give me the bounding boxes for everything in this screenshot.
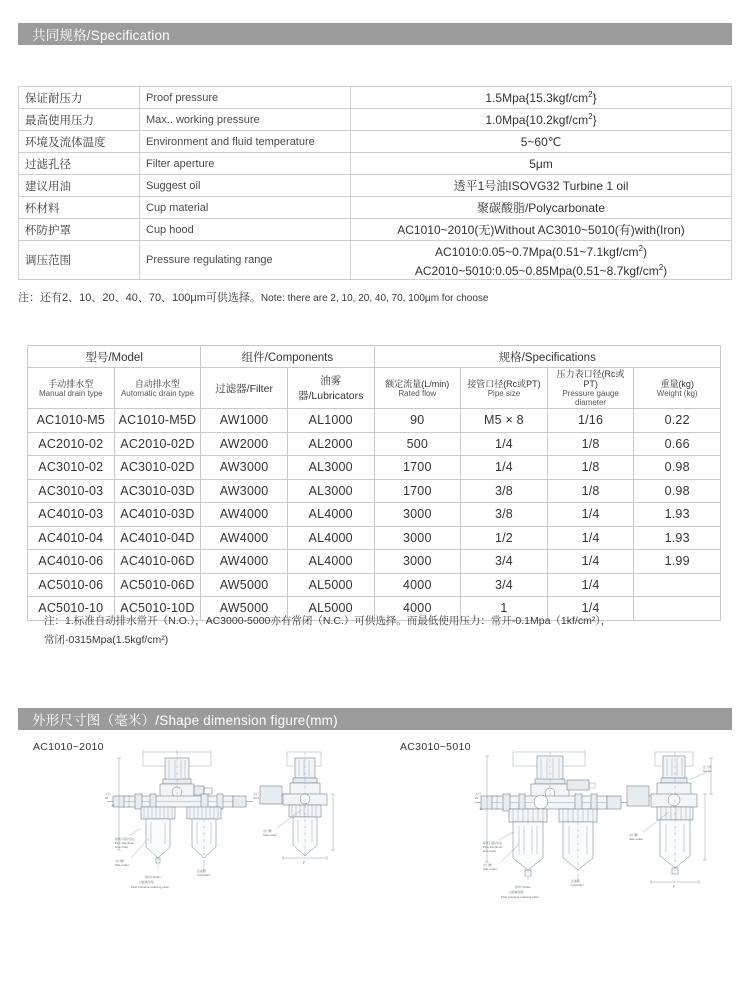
cell-manual-model: AC1010-M5 <box>28 409 115 433</box>
svg-text:Lubricator: Lubricator <box>197 873 210 877</box>
cell-pipe-size: 3/8 <box>461 503 548 527</box>
spec-label-en: Suggest oil <box>140 175 351 197</box>
svg-text:出口侧: 出口侧 <box>263 829 272 833</box>
spec-value: 透平1号油ISOVG32 Turbine 1 oil <box>351 175 732 197</box>
cell-rated-flow: 3000 <box>374 503 461 527</box>
svg-text:注油器: 注油器 <box>571 879 580 883</box>
cell-gauge-diameter: 1/4 <box>547 550 634 574</box>
cell-pipe-size: 1 <box>461 597 548 621</box>
svg-text:排水口Drain: 排水口Drain <box>515 885 531 889</box>
header-weight-en: Weight (kg) <box>656 388 698 398</box>
table-row <box>19 153 732 175</box>
svg-text:入口: 入口 <box>475 792 481 796</box>
filter-aperture-note <box>18 290 489 307</box>
table-row <box>28 409 721 433</box>
note-en: Note: there are 2, 10, 20, 40, 70, 100μm for choose <box>260 293 489 304</box>
header-weight <box>634 368 721 409</box>
spec-value: 聚碳酸脂/Polycarbonate <box>351 197 732 219</box>
svg-text:Lubricator: Lubricator <box>571 883 584 887</box>
dimension-drawing-ac1010-2010 <box>105 750 355 915</box>
table-row <box>19 219 732 241</box>
cell-lubricator: AL3000 <box>287 456 374 480</box>
table-row <box>28 479 721 503</box>
svg-text:bore hole): bore hole) <box>483 849 497 853</box>
table-row <box>19 109 732 131</box>
spec-value: 5μm <box>351 153 732 175</box>
svg-text:OUT: OUT <box>253 796 260 800</box>
spec-label-en: Proof pressure <box>140 87 351 109</box>
svg-text:IN: IN <box>475 796 478 800</box>
table-row <box>28 432 721 456</box>
model-specification-table <box>27 345 721 621</box>
cell-rated-flow: 1700 <box>374 479 461 503</box>
header-rated-flow-cn: 额定流量(L/min) <box>385 378 450 389</box>
figure-label-ac3010-5010: AC3010~5010 <box>400 741 471 753</box>
svg-text:F: F <box>303 861 306 865</box>
cell-manual-model: AC5010-10 <box>28 597 115 621</box>
spec-label-en: Max.. working pressure <box>140 109 351 131</box>
table-row <box>19 175 732 197</box>
header-components-group: 组件/Components <box>201 346 374 368</box>
svg-text:注油器: 注油器 <box>197 869 206 873</box>
spec-label-cn: 建议用油 <box>19 175 140 197</box>
cell-pipe-size: 1/4 <box>461 432 548 456</box>
spec-label-cn: 过滤孔径 <box>19 153 140 175</box>
cell-filter: AW1000 <box>201 409 288 433</box>
spec-value <box>351 241 732 280</box>
svg-text:H: H <box>479 807 483 810</box>
cell-automatic-model: AC4010-06D <box>114 550 201 574</box>
svg-text:Pipe size(Inner: Pipe size(Inner <box>115 841 135 845</box>
cell-filter: AW4000 <box>201 526 288 550</box>
spec-label-cn: 环境及流体温度 <box>19 131 140 153</box>
cell-manual-model: AC3010-03 <box>28 479 115 503</box>
cell-lubricator: AL1000 <box>287 409 374 433</box>
cell-automatic-model: AC2010-02D <box>114 432 201 456</box>
cell-rated-flow: 500 <box>374 432 461 456</box>
header-weight-cn: 重量(kg) <box>660 378 694 389</box>
frl-assembly-drawing <box>105 750 259 889</box>
spec-value: $1.0Mpa\{10.2kgf/cm^2\}$ <box>351 109 732 131</box>
cell-manual-model: AC4010-03 <box>28 503 115 527</box>
header-pipe-size-en: Pipe size <box>487 388 521 398</box>
cell-rated-flow: 4000 <box>374 573 461 597</box>
header-manual-drain-en: Manual drain type <box>39 388 103 398</box>
common-specification-table <box>18 86 732 280</box>
spec-label-en: Cup material <box>140 197 351 219</box>
cell-gauge-diameter: 1/8 <box>547 479 634 503</box>
cell-rated-flow: 3000 <box>374 550 461 574</box>
cell-gauge-diameter: 1/8 <box>547 456 634 480</box>
svg-text:Side outlet: Side outlet <box>115 863 129 867</box>
spec-value-line2: $AC2010\sim 5010:0.05\sim 0.85Mpa(0.51\sim 8.7kgf/cm^2)$ <box>414 263 668 278</box>
svg-text:接管口径(内孔): 接管口径(内孔) <box>483 841 503 845</box>
header-automatic-drain-cn: 自动排水型 <box>134 378 180 389</box>
header-model-group: 型号/Model <box>28 346 201 368</box>
cell-pipe-size: 3/4 <box>461 550 548 574</box>
table-row <box>19 131 732 153</box>
cell-automatic-model: AC4010-03D <box>114 503 201 527</box>
cell-filter: AW4000 <box>201 503 288 527</box>
note-cn: 注：还有2、10、20、40、70、100μm可供选择。 <box>18 292 261 304</box>
cell-manual-model: AC2010-02 <box>28 432 115 456</box>
cell-manual-model: AC5010-06 <box>28 573 115 597</box>
svg-text:压力表: 压力表 <box>703 765 712 769</box>
cell-weight: 1.99 <box>634 550 721 574</box>
spec-label-en: Cup hood <box>140 219 351 241</box>
cell-weight: 1.93 <box>634 503 721 527</box>
table-row <box>19 197 732 219</box>
svg-text:bore hole): bore hole) <box>115 845 129 849</box>
cell-gauge-diameter: 1/4 <box>547 503 634 527</box>
cell-lubricator: AL5000 <box>287 573 374 597</box>
dimension-section-header <box>18 708 732 730</box>
cell-pipe-size: 3/4 <box>461 573 548 597</box>
dimension-section-title: 外形尺寸图（毫米）/Shape dimension figure(mm) <box>32 713 338 728</box>
table-row <box>28 573 721 597</box>
table-row <box>19 87 732 109</box>
svg-text:IN: IN <box>105 796 108 800</box>
cell-pipe-size: 1/4 <box>461 456 548 480</box>
cell-filter: AW4000 <box>201 550 288 574</box>
table-row <box>28 456 721 480</box>
spec-label-cn: 保证耐压力 <box>19 87 140 109</box>
cell-automatic-model: AC5010-10D <box>114 597 201 621</box>
header-manual-drain-cn: 手动排水型 <box>48 378 94 389</box>
spec-value: $1.5Mpa\{15.3kgf/cm^2\}$ <box>351 87 732 109</box>
cell-weight: 1.93 <box>634 526 721 550</box>
cell-automatic-model: AC4010-04D <box>114 526 201 550</box>
header-manual-drain-type <box>28 368 115 409</box>
spec-value: AC1010~2010(无)Without AC3010~5010(有)with(Iron) <box>351 219 732 241</box>
spec-label-en: Environment and fluid temperature <box>140 131 351 153</box>
header-pipe-size <box>461 368 548 409</box>
cell-weight: 0.98 <box>634 479 721 503</box>
cell-rated-flow: 1700 <box>374 456 461 480</box>
dimension-figures-area <box>0 736 750 936</box>
spec-label-en: Filter aperture <box>140 153 351 175</box>
specification-section-title: 共同规格/Specification <box>32 28 170 43</box>
frl-side-view-drawing-large <box>627 752 713 889</box>
spec-value-line1: $AC1010:0.05\sim 0.7Mpa(0.51\sim 7.1kgf/cm^2)$ <box>435 244 647 259</box>
frl-side-view-drawing <box>260 752 335 865</box>
svg-text:出口侧: 出口侧 <box>115 859 124 863</box>
svg-text:Side outlet: Side outlet <box>483 867 497 871</box>
spec-label-cn: 杯材料 <box>19 197 140 219</box>
cell-lubricator: AL4000 <box>287 550 374 574</box>
svg-text:出口: 出口 <box>253 792 259 796</box>
header-automatic-drain-en: Automatic drain type <box>120 388 194 398</box>
svg-text:接管口径(内孔): 接管口径(内孔) <box>115 837 135 841</box>
cell-filter: AW5000 <box>201 573 288 597</box>
cell-gauge-diameter: 1/4 <box>547 597 634 621</box>
cell-pipe-size: 1/2 <box>461 526 548 550</box>
cell-filter: AW2000 <box>201 432 288 456</box>
svg-text:Gauge: Gauge <box>703 769 712 773</box>
cell-lubricator: AL4000 <box>287 526 374 550</box>
header-gauge-diameter <box>547 368 634 409</box>
svg-text:F: F <box>673 885 676 889</box>
svg-text:Side outlet: Side outlet <box>263 833 277 837</box>
cell-gauge-diameter: 1/16 <box>547 409 634 433</box>
cell-gauge-diameter: 1/8 <box>547 432 634 456</box>
table-header-sub-row <box>28 368 721 409</box>
cell-automatic-model: AC3010-03D <box>114 479 201 503</box>
cell-rated-flow: 4000 <box>374 597 461 621</box>
table-row <box>19 241 732 280</box>
cell-lubricator: AL4000 <box>287 503 374 527</box>
cell-lubricator: AL3000 <box>287 479 374 503</box>
cell-filter: AW3000 <box>201 479 288 503</box>
cell-pipe-size: M5 × 8 <box>461 409 548 433</box>
svg-text:入口: 入口 <box>105 792 111 796</box>
svg-text:Side outlet: Side outlet <box>629 837 643 841</box>
table-row <box>28 550 721 574</box>
header-automatic-drain-type <box>114 368 201 409</box>
cell-pipe-size: 3/8 <box>461 479 548 503</box>
table-row <box>28 526 721 550</box>
svg-text:出口侧: 出口侧 <box>629 833 638 837</box>
header-gauge-diameter-cn: 压力表口径(Rc或PT) <box>556 369 625 389</box>
dimension-drawing-ac3010-5010 <box>475 750 725 915</box>
figure-label-ac1010-2010: AC1010~2010 <box>33 741 104 753</box>
cell-manual-model: AC4010-06 <box>28 550 115 574</box>
model-table-body <box>28 409 721 621</box>
svg-text:Filter pressure reducing valve: Filter pressure reducing valve <box>131 885 169 889</box>
cell-weight: 0.98 <box>634 456 721 480</box>
svg-text:排水口Drain: 排水口Drain <box>145 875 161 879</box>
svg-text:L: L <box>111 804 115 806</box>
frl-assembly-drawing-large <box>475 750 633 899</box>
specification-section-header <box>18 23 732 45</box>
drain-type-note <box>44 612 734 650</box>
header-rated-flow <box>374 368 461 409</box>
note2-line2: 常闭-0315Mpa(1.5kgf/cm²) <box>44 634 169 646</box>
cell-weight <box>634 573 721 597</box>
cell-lubricator: AL5000 <box>287 597 374 621</box>
cell-lubricator: AL2000 <box>287 432 374 456</box>
cell-manual-model: AC4010-04 <box>28 526 115 550</box>
cell-manual-model: AC3010-02 <box>28 456 115 480</box>
svg-text:Pipe size(Inner: Pipe size(Inner <box>483 845 503 849</box>
cell-gauge-diameter: 1/4 <box>547 526 634 550</box>
spec-label-en: Pressure regulating range <box>140 241 351 280</box>
table-header-group-row <box>28 346 721 368</box>
cell-filter: AW3000 <box>201 456 288 480</box>
svg-text:出口侧: 出口侧 <box>483 863 492 867</box>
cell-filter: AW5000 <box>201 597 288 621</box>
spec-value: 5~60℃ <box>351 131 732 153</box>
header-lubricator: 油雾器/Lubricators <box>287 368 374 409</box>
cell-weight: 0.22 <box>634 409 721 433</box>
spec-label-cn: 最高使用压力 <box>19 109 140 131</box>
cell-weight: 0.66 <box>634 432 721 456</box>
cell-automatic-model: AC3010-02D <box>114 456 201 480</box>
cell-automatic-model: AC1010-M5D <box>114 409 201 433</box>
cell-rated-flow: 90 <box>374 409 461 433</box>
cell-gauge-diameter: 1/4 <box>547 573 634 597</box>
header-specifications-group: 规格/Specifications <box>374 346 721 368</box>
note2-line1: 注：1.标准自动排水常开（N.O.），AC3000-5000亦有常闭（N.C.）可供选择。而最低使用压力：常开-0.1Mpa（1kf/cm²）， <box>44 615 612 627</box>
table-row <box>28 503 721 527</box>
spec-label-cn: 杯防护罩 <box>19 219 140 241</box>
svg-text:Filter pressure reducing valve: Filter pressure reducing valve <box>501 895 539 899</box>
cell-automatic-model: AC5010-06D <box>114 573 201 597</box>
spec-label-cn: 调压范围 <box>19 241 140 280</box>
svg-text:过滤减压阀: 过滤减压阀 <box>509 890 524 894</box>
header-rated-flow-en: Rated flow <box>398 388 437 398</box>
header-filter: 过滤器/Filter <box>201 368 288 409</box>
cell-rated-flow: 3000 <box>374 526 461 550</box>
svg-text:过滤减压阀: 过滤减压阀 <box>139 880 154 884</box>
header-gauge-diameter-en: Pressure gauge diameter <box>562 389 619 407</box>
header-pipe-size-cn: 接管口径(Rc或PT) <box>467 378 541 389</box>
